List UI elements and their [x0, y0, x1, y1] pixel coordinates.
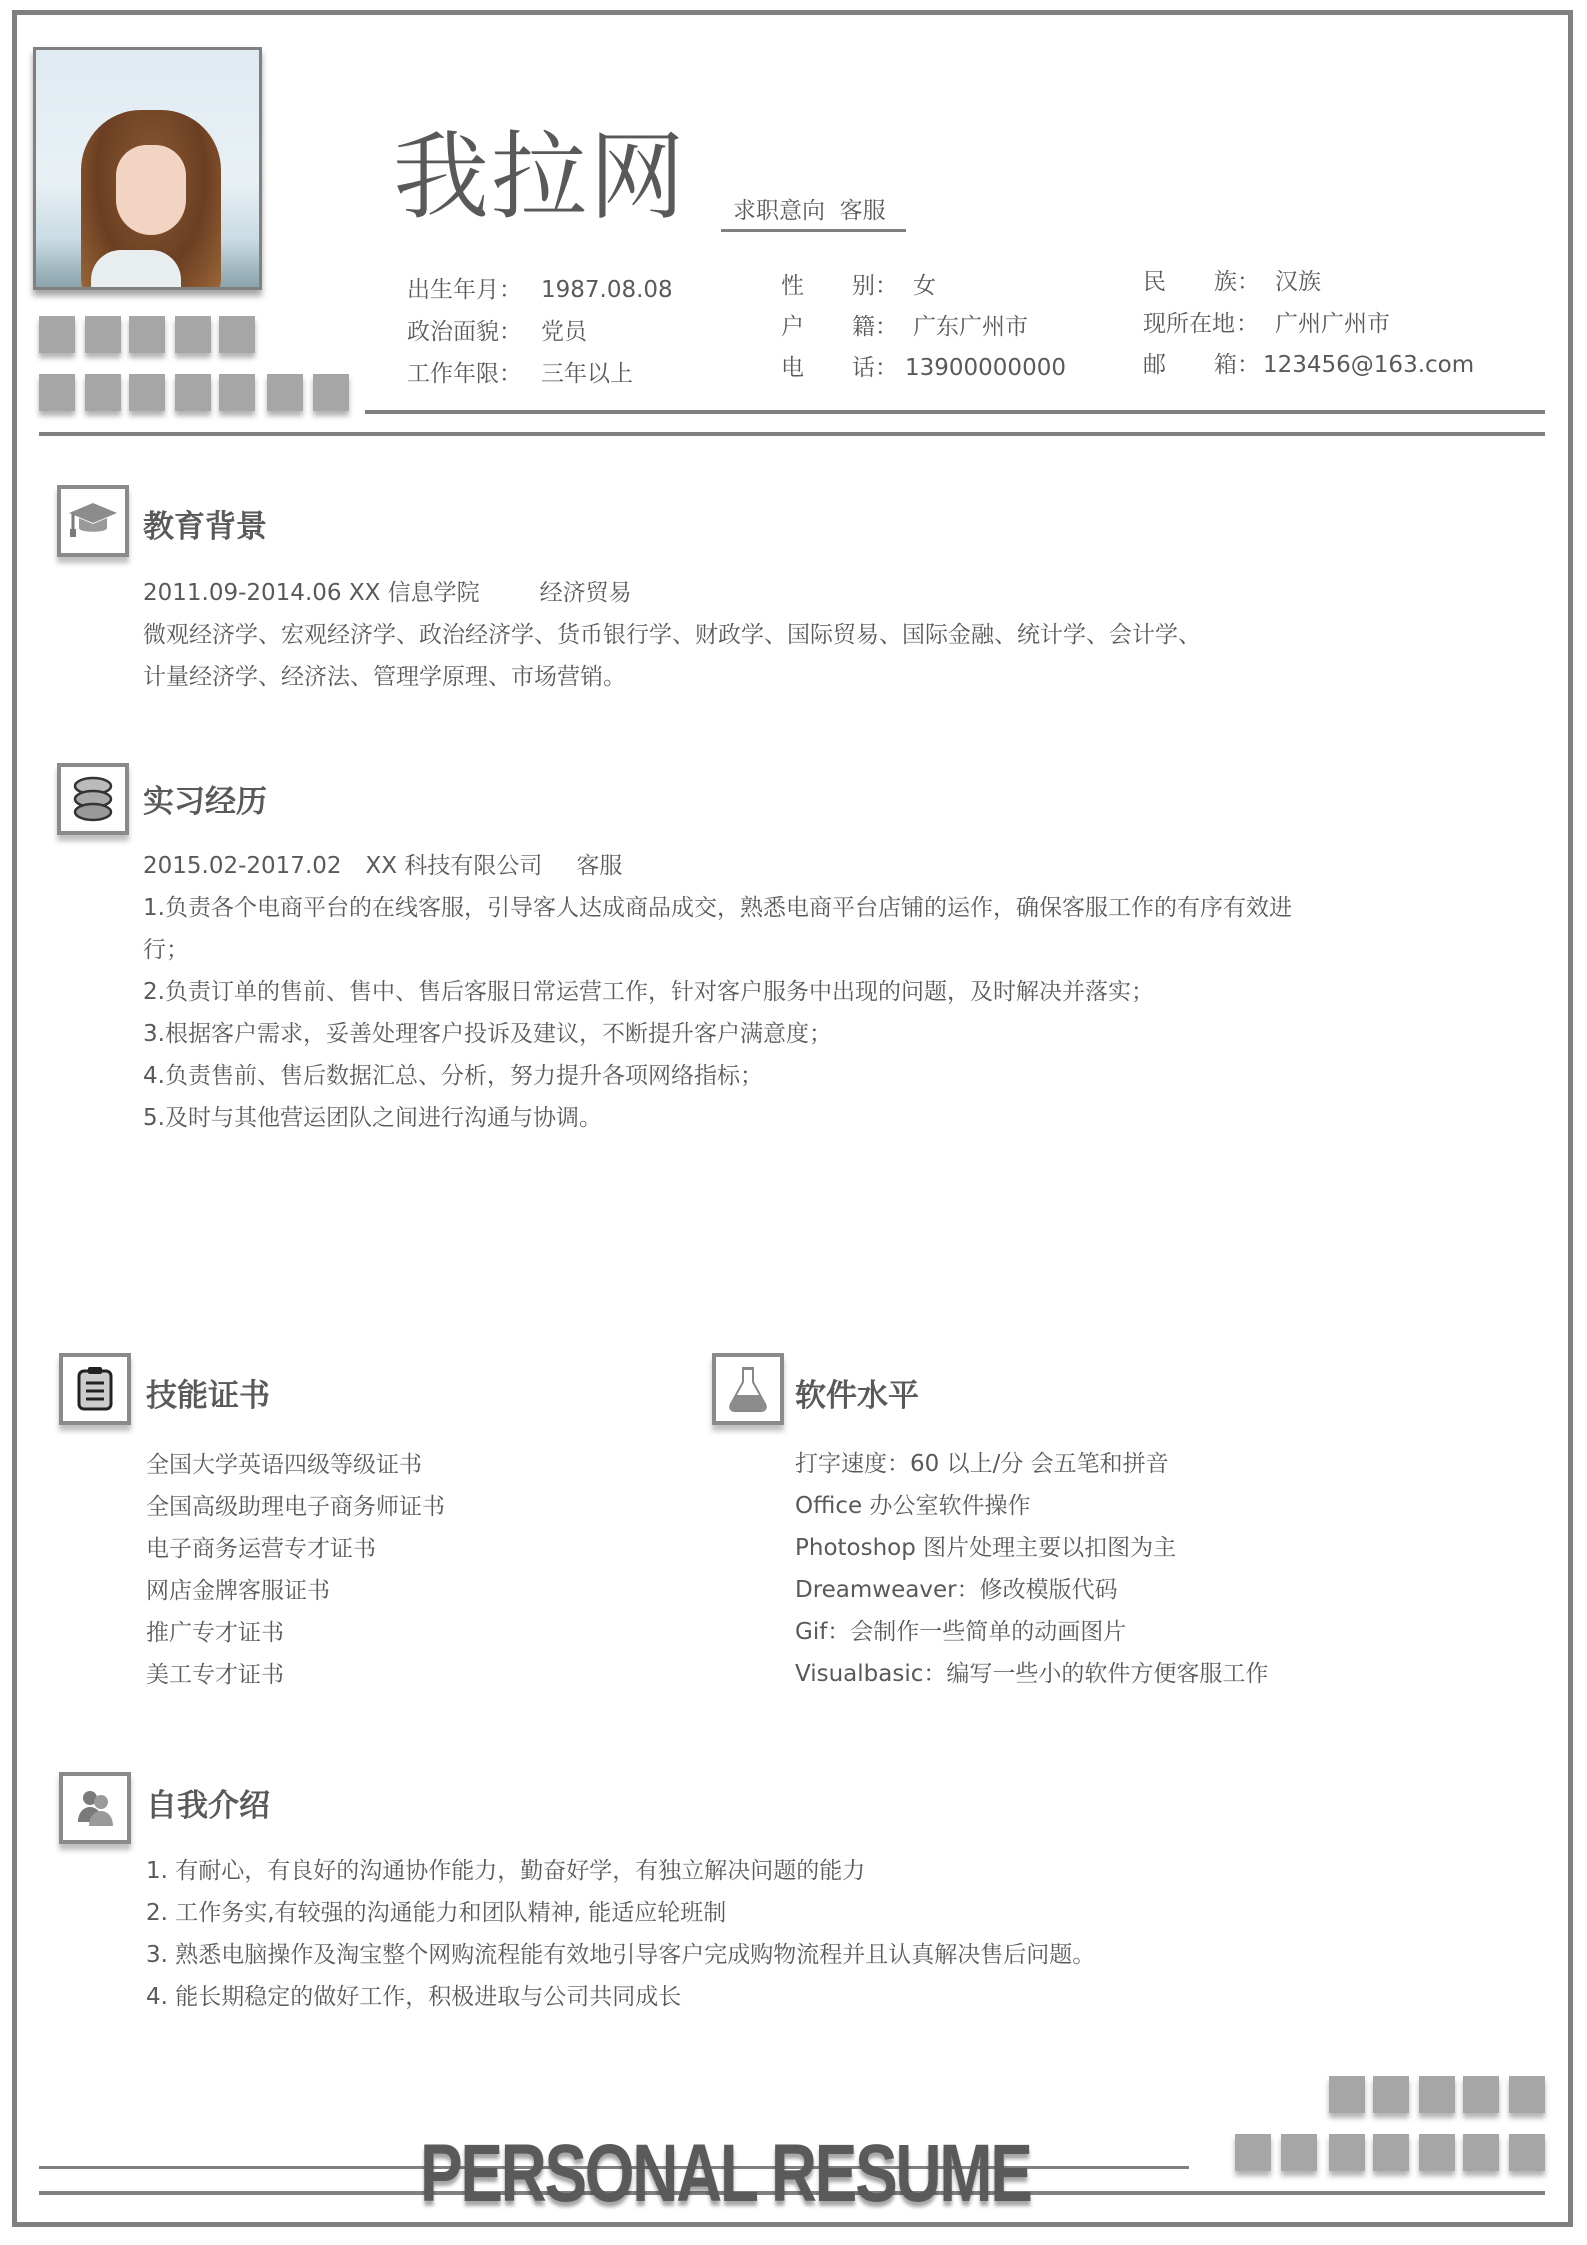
- education-major: 经济贸易: [539, 580, 632, 606]
- info-label-experience: 工作年限：: [407, 361, 522, 387]
- certificates-list: [146, 1444, 445, 1696]
- internship-duty: 3.根据客户需求，妥善处理客户投诉及建议，不断提升客户满意度；: [143, 1021, 832, 1047]
- software-list: [795, 1443, 1268, 1695]
- section-title-software: 软件水平: [795, 1378, 919, 1414]
- certificate-item: 推广专才证书: [146, 1620, 284, 1646]
- info-value-email: 123456@163.com: [1263, 352, 1475, 378]
- info-label-ethnicity-b: 族：: [1214, 269, 1260, 295]
- profile-photo: [33, 47, 262, 290]
- self-intro-item: 4. 能长期稳定的做好工作，积极进取与公司共同成长: [146, 1984, 682, 2010]
- education-period-school: 2011.09-2014.06 XX 信息学院: [143, 580, 480, 606]
- info-label-hukou-a: 户: [781, 314, 804, 340]
- internship-duty: 5.及时与其他营运团队之间进行沟通与协调。: [143, 1105, 602, 1131]
- education-courses-line: 微观经济学、宏观经济学、政治经济学、货币银行学、财政学、国际贸易、国际金融、统计学、会计学、: [143, 622, 1201, 648]
- software-item: Dreamweaver：修改模版代码: [795, 1577, 1118, 1603]
- education-content: [143, 572, 1201, 698]
- info-label-politics: 政治面貌：: [407, 319, 522, 345]
- info-label-email-b: 箱：: [1214, 352, 1260, 378]
- job-intent-underline: [721, 229, 906, 232]
- internship-duty: 4.负责售前、售后数据汇总、分析，努力提升各项网络指标；: [143, 1063, 763, 1089]
- internship-duty: 1.负责各个电商平台的在线客服，引导客人达成商品成交，熟悉电商平台店铺的运作，确保客服工作的有序有效进: [143, 895, 1292, 921]
- section-title-self-intro: 自我介绍: [146, 1788, 270, 1824]
- candidate-name: 我拉网: [393, 121, 687, 233]
- header-divider-short: [365, 410, 1545, 414]
- info-label-phone-b: 话：: [852, 355, 898, 381]
- software-item: Gif：会制作一些简单的动画图片: [795, 1619, 1127, 1645]
- users-icon: [59, 1772, 131, 1844]
- info-value-gender: 女: [913, 273, 936, 299]
- certificate-item: 全国大学英语四级等级证书: [146, 1452, 422, 1478]
- info-label-birth: 出生年月：: [407, 277, 522, 303]
- footer-title: PERSONAL RESUME: [420, 2128, 1031, 2219]
- info-value-experience: 三年以上: [541, 361, 633, 387]
- section-title-internship: 实习经历: [143, 784, 267, 820]
- internship-company: XX 科技有限公司: [365, 853, 543, 879]
- internship-period: 2015.02-2017.02: [143, 853, 342, 879]
- software-item: Office 办公室软件操作: [795, 1493, 1031, 1519]
- graduation-cap-icon: [57, 485, 129, 557]
- info-label-phone-a: 电: [781, 355, 804, 381]
- job-intent: 求职意向 客服: [733, 198, 886, 224]
- certificate-item: 美工专才证书: [146, 1662, 284, 1688]
- section-title-certificates: 技能证书: [146, 1378, 270, 1414]
- certificate-item: 电子商务运营专才证书: [146, 1536, 376, 1562]
- software-item: Photoshop 图片处理主要以扣图为主: [795, 1535, 1177, 1561]
- header-divider-long: [39, 432, 1545, 436]
- internship-duty: 2.负责订单的售前、售中、售后客服日常运营工作，针对客户服务中出现的问题，及时解决并落实；: [143, 979, 1154, 1005]
- self-intro-item: 2. 工作务实,有较强的沟通能力和团队精神, 能适应轮班制: [146, 1900, 727, 1926]
- certificate-item: 网店金牌客服证书: [146, 1578, 330, 1604]
- info-value-hukou: 广东广州市: [913, 314, 1028, 340]
- info-label-email-a: 邮: [1143, 352, 1166, 378]
- info-value-birth: 1987.08.08: [541, 277, 673, 303]
- self-intro-item: 1. 有耐心，有良好的沟通协作能力，勤奋好学，有独立解决问题的能力: [146, 1858, 866, 1884]
- software-item: Visualbasic：编写一些小的软件方便客服工作: [795, 1661, 1269, 1687]
- database-stack-icon: [57, 763, 129, 835]
- internship-duty: 行；: [143, 937, 189, 963]
- info-value-politics: 党员: [541, 319, 587, 345]
- info-label-gender-b: 别：: [852, 273, 898, 299]
- certificate-item: 全国高级助理电子商务师证书: [146, 1494, 445, 1520]
- flask-icon: [712, 1353, 784, 1425]
- info-label-ethnicity-a: 民: [1143, 269, 1166, 295]
- education-courses-line: 计量经济学、经济法、管理学原理、市场营销。: [143, 664, 626, 690]
- info-label-location-b: ：: [1236, 311, 1259, 337]
- info-label-gender-a: 性: [781, 273, 804, 299]
- info-value-phone: 13900000000: [905, 355, 1066, 381]
- internship-content: [143, 845, 1292, 1139]
- software-item: 打字速度：60 以上/分 会五笔和拼音: [795, 1451, 1169, 1477]
- info-label-hukou-b: 籍：: [852, 314, 898, 340]
- section-title-education: 教育背景: [143, 509, 267, 545]
- self-intro-list: [146, 1850, 1095, 2018]
- clipboard-icon: [59, 1353, 131, 1425]
- info-value-location: 广州广州市: [1275, 311, 1390, 337]
- self-intro-item: 3. 熟悉电脑操作及淘宝整个网购流程能有效地引导客户完成购物流程并且认真解决售后问题。: [146, 1942, 1096, 1968]
- internship-position: 客服: [576, 853, 623, 879]
- info-value-ethnicity: 汉族: [1275, 269, 1321, 295]
- info-label-location-a: 现所在地: [1143, 311, 1235, 337]
